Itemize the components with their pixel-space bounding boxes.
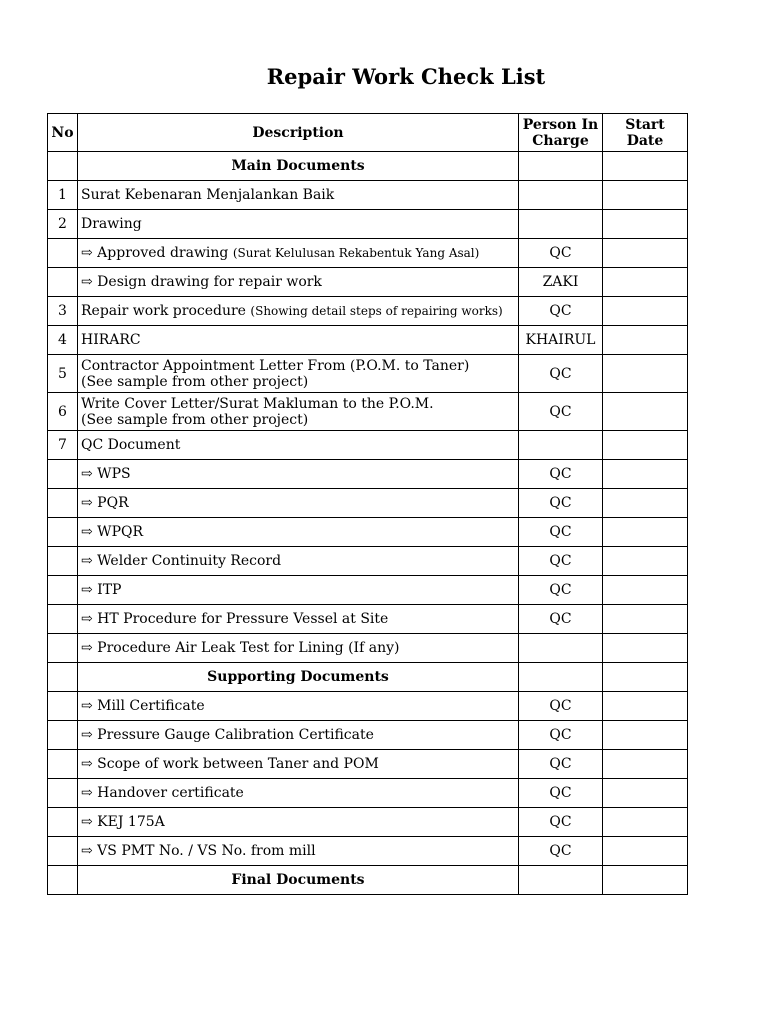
row-person-in-charge: QC [519, 721, 603, 750]
table-row [48, 750, 688, 779]
row-no [48, 750, 78, 779]
header-description: Description [78, 114, 519, 152]
description-text: ⇨ ITP [81, 582, 122, 598]
table-row [48, 210, 688, 239]
row-description [78, 837, 519, 866]
row-person-in-charge: QC [519, 297, 603, 326]
header-date-line1: Start [625, 116, 665, 133]
table-row [48, 779, 688, 808]
row-start-date [603, 663, 688, 692]
row-no: 3 [48, 297, 78, 326]
row-person-in-charge: QC [519, 808, 603, 837]
row-description [78, 692, 519, 721]
section-heading: Final Documents [78, 866, 519, 895]
row-description [78, 297, 519, 326]
row-description [78, 355, 519, 393]
row-description [78, 634, 519, 663]
row-no: 7 [48, 431, 78, 460]
description-text: ⇨ Pressure Gauge Calibration Certificate [81, 727, 374, 743]
header-date-line2: Date [626, 132, 664, 149]
description-text-line2: (See sample from other project) [81, 411, 309, 428]
row-no [48, 576, 78, 605]
row-start-date [603, 152, 688, 181]
row-description [78, 210, 519, 239]
row-no [48, 808, 78, 837]
page-title: Repair Work Check List [266, 64, 546, 89]
row-start-date [603, 393, 688, 431]
row-person-in-charge [519, 152, 603, 181]
row-person-in-charge: QC [519, 239, 603, 268]
table-row [48, 355, 688, 393]
row-start-date [603, 268, 688, 297]
row-no [48, 605, 78, 634]
row-start-date [603, 460, 688, 489]
row-description [78, 808, 519, 837]
section-row [48, 152, 688, 181]
row-no [48, 663, 78, 692]
row-person-in-charge: QC [519, 779, 603, 808]
row-no: 4 [48, 326, 78, 355]
row-person-in-charge [519, 431, 603, 460]
description-text: QC Document [81, 437, 181, 453]
header-person-line1: Person In [522, 116, 599, 133]
table-row [48, 181, 688, 210]
row-no [48, 547, 78, 576]
table-row [48, 489, 688, 518]
row-description [78, 721, 519, 750]
row-start-date [603, 489, 688, 518]
description-text-line2: (See sample from other project) [81, 373, 309, 390]
row-no: 6 [48, 393, 78, 431]
description-text: ⇨ Approved drawing [81, 245, 229, 261]
table-row [48, 326, 688, 355]
row-no [48, 692, 78, 721]
table-row [48, 460, 688, 489]
section-heading: Main Documents [78, 152, 519, 181]
row-description [78, 393, 519, 431]
row-no: 2 [48, 210, 78, 239]
row-person-in-charge: QC [519, 576, 603, 605]
table-row [48, 297, 688, 326]
row-description [78, 489, 519, 518]
description-text: Repair work procedure [81, 303, 246, 319]
row-person-in-charge: QC [519, 355, 603, 393]
row-person-in-charge: QC [519, 547, 603, 576]
row-description [78, 326, 519, 355]
section-row [48, 866, 688, 895]
description-text: ⇨ PQR [81, 495, 129, 511]
row-start-date [603, 750, 688, 779]
row-start-date [603, 431, 688, 460]
table-row [48, 268, 688, 297]
row-description [78, 518, 519, 547]
row-no [48, 721, 78, 750]
row-no [48, 460, 78, 489]
description-note: (Showing detail steps of repairing works) [250, 304, 503, 318]
row-person-in-charge: QC [519, 692, 603, 721]
row-start-date [603, 210, 688, 239]
row-start-date [603, 808, 688, 837]
row-description [78, 239, 519, 268]
description-text: ⇨ VS PMT No. / VS No. from mill [81, 843, 316, 859]
table-row [48, 431, 688, 460]
description-text: ⇨ Procedure Air Leak Test for Lining (If any) [81, 640, 400, 656]
row-description [78, 431, 519, 460]
description-note: (Surat Kelulusan Rekabentuk Yang Asal) [232, 246, 480, 260]
row-no [48, 239, 78, 268]
header-person-in-charge [519, 114, 603, 152]
table-row [48, 692, 688, 721]
table-row [48, 576, 688, 605]
header-row [48, 114, 688, 152]
row-no [48, 779, 78, 808]
row-no [48, 866, 78, 895]
row-start-date [603, 866, 688, 895]
description-text: HIRARC [81, 332, 141, 348]
description-text: Write Cover Letter/Surat Makluman to the P.O.M. [81, 395, 434, 412]
row-description [78, 779, 519, 808]
header-no: No [48, 114, 78, 152]
row-start-date [603, 692, 688, 721]
description-text: ⇨ Welder Continuity Record [81, 553, 282, 569]
row-person-in-charge: QC [519, 518, 603, 547]
table-row [48, 393, 688, 431]
table-row [48, 837, 688, 866]
row-person-in-charge: KHAIRUL [519, 326, 603, 355]
row-description [78, 547, 519, 576]
row-no [48, 268, 78, 297]
row-person-in-charge [519, 634, 603, 663]
row-start-date [603, 326, 688, 355]
row-description [78, 268, 519, 297]
row-person-in-charge: QC [519, 460, 603, 489]
row-start-date [603, 605, 688, 634]
description-text: ⇨ HT Procedure for Pressure Vessel at Site [81, 611, 389, 627]
row-description [78, 750, 519, 779]
description-text: Contractor Appointment Letter From (P.O.M. to Taner) [81, 357, 470, 374]
row-start-date [603, 355, 688, 393]
row-start-date [603, 547, 688, 576]
description-text: ⇨ Scope of work between Taner and POM [81, 756, 379, 772]
table-row [48, 721, 688, 750]
row-no [48, 634, 78, 663]
table-row [48, 808, 688, 837]
row-no [48, 837, 78, 866]
description-text: ⇨ WPS [81, 466, 131, 482]
row-description [78, 460, 519, 489]
description-text: Surat Kebenaran Menjalankan Baik [81, 187, 335, 203]
row-person-in-charge [519, 210, 603, 239]
row-person-in-charge [519, 181, 603, 210]
row-person-in-charge: QC [519, 393, 603, 431]
row-start-date [603, 837, 688, 866]
section-row [48, 663, 688, 692]
table-row [48, 605, 688, 634]
header-start-date [603, 114, 688, 152]
row-description [78, 181, 519, 210]
row-no: 5 [48, 355, 78, 393]
row-start-date [603, 518, 688, 547]
row-person-in-charge: QC [519, 605, 603, 634]
description-text: ⇨ Mill Certificate [81, 698, 205, 714]
description-text: ⇨ Design drawing for repair work [81, 274, 322, 290]
row-no [48, 489, 78, 518]
row-person-in-charge: QC [519, 489, 603, 518]
row-start-date [603, 297, 688, 326]
section-heading: Supporting Documents [78, 663, 519, 692]
description-text: ⇨ Handover certificate [81, 785, 244, 801]
row-person-in-charge: QC [519, 750, 603, 779]
description-text: ⇨ WPQR [81, 524, 144, 540]
row-start-date [603, 181, 688, 210]
row-description [78, 576, 519, 605]
row-no [48, 518, 78, 547]
description-text: Drawing [81, 216, 142, 232]
row-person-in-charge [519, 866, 603, 895]
row-no [48, 152, 78, 181]
row-start-date [603, 779, 688, 808]
table-row [48, 547, 688, 576]
table-row [48, 518, 688, 547]
row-start-date [603, 239, 688, 268]
row-start-date [603, 634, 688, 663]
header-person-line2: Charge [532, 132, 589, 149]
table-row [48, 239, 688, 268]
row-description [78, 605, 519, 634]
row-start-date [603, 576, 688, 605]
table-row [48, 634, 688, 663]
description-text: ⇨ KEJ 175A [81, 814, 165, 830]
row-person-in-charge: ZAKI [519, 268, 603, 297]
row-person-in-charge: QC [519, 837, 603, 866]
row-start-date [603, 721, 688, 750]
row-person-in-charge [519, 663, 603, 692]
row-no: 1 [48, 181, 78, 210]
checklist-table [47, 113, 688, 895]
